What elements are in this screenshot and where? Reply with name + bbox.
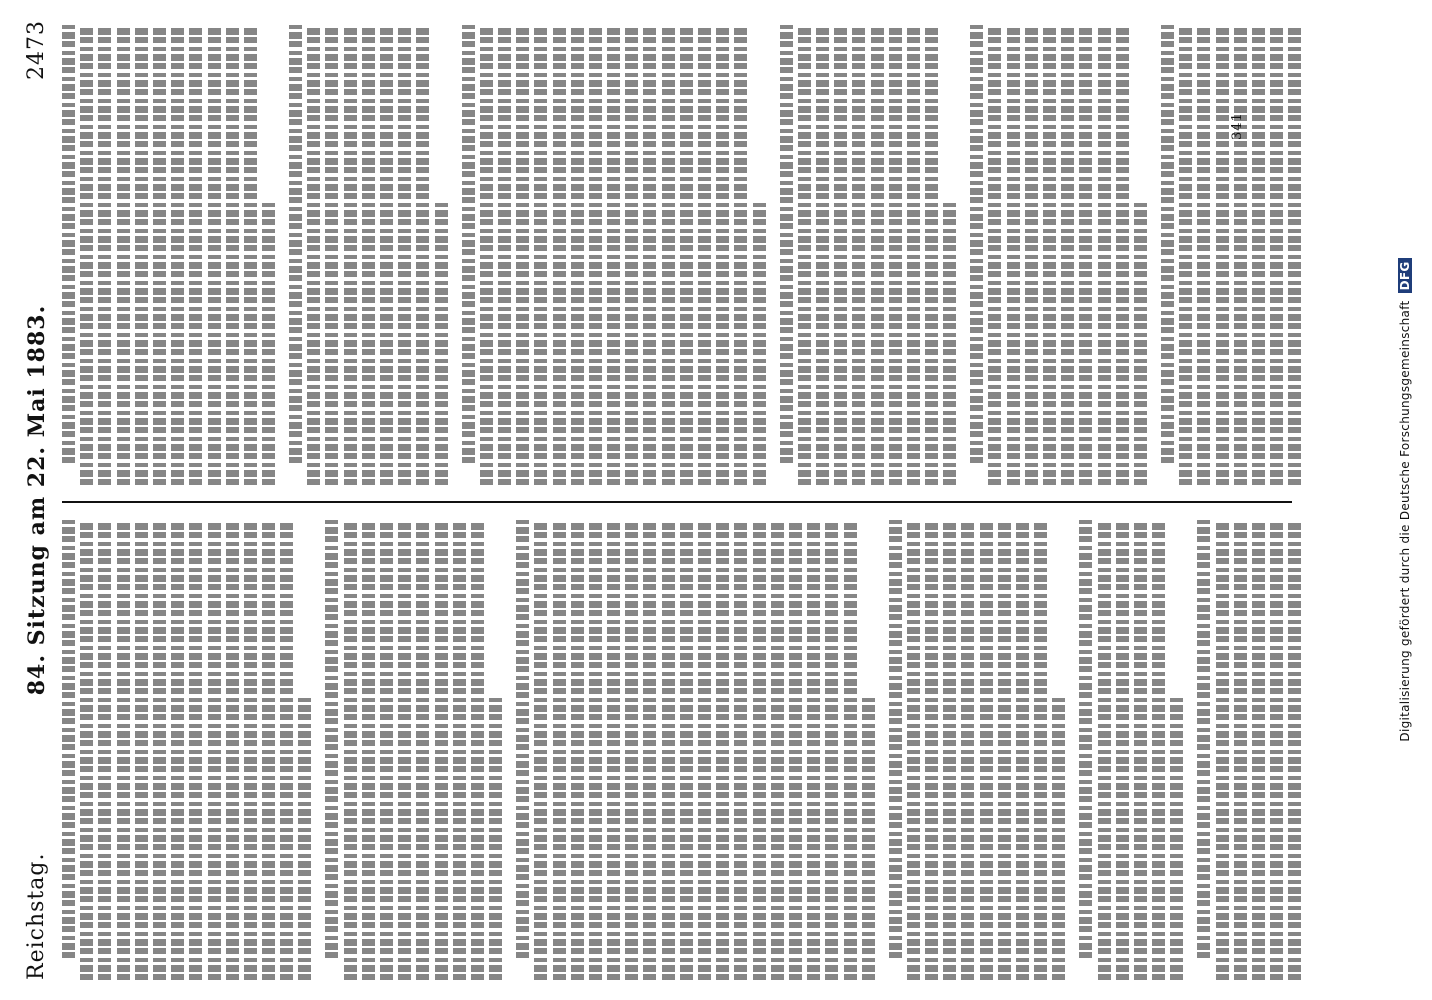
text-line: [1098, 520, 1111, 980]
text-line: [680, 520, 693, 980]
text-line: [117, 25, 130, 485]
text-line: [380, 520, 393, 980]
text-line: [1043, 25, 1056, 485]
text-line: [734, 25, 747, 485]
text-line: [780, 25, 793, 463]
text-line: [135, 520, 148, 980]
text-line: [907, 520, 920, 980]
text-line: [553, 25, 566, 485]
text-line: [534, 520, 547, 980]
text-line: [398, 520, 411, 980]
text-line: [416, 520, 429, 980]
text-line: [262, 520, 275, 980]
text-line: [1007, 25, 1020, 485]
text-line: [889, 25, 902, 485]
text-line: [453, 520, 466, 980]
text-line: [117, 520, 130, 980]
text-line: [344, 520, 357, 980]
text-line: [1016, 520, 1029, 980]
text-line: [862, 695, 875, 980]
text-line: [262, 200, 275, 485]
text-line: [1270, 520, 1283, 980]
text-line: [280, 520, 293, 980]
text-line: [226, 520, 239, 980]
running-head-left: Reichstag.: [24, 852, 49, 980]
text-line: [753, 200, 766, 485]
text-line: [1079, 520, 1092, 958]
text-line: [798, 25, 811, 485]
text-line: [1252, 520, 1265, 980]
running-head: [18, 20, 58, 980]
text-line: [416, 25, 429, 485]
text-line: [80, 520, 93, 980]
text-line: [625, 520, 638, 980]
text-line: [961, 520, 974, 980]
text-line: [1234, 25, 1247, 485]
text-line: [1179, 25, 1192, 485]
text-line: [1152, 520, 1165, 980]
text-line: [362, 520, 375, 980]
text-line: [516, 25, 529, 485]
text-line: [643, 25, 656, 485]
text-line: [825, 520, 838, 980]
text-line: [852, 25, 865, 485]
text-line: [344, 25, 357, 485]
text-line: [844, 520, 857, 980]
page-number: 2473: [24, 20, 49, 80]
text-line: [1161, 25, 1174, 463]
text-line: [189, 25, 202, 485]
text-line: [1134, 520, 1147, 980]
text-line: [208, 520, 221, 980]
text-line: [380, 25, 393, 485]
text-line: [807, 520, 820, 980]
text-line: [435, 200, 448, 485]
text-line: [1079, 25, 1092, 485]
text-line: [244, 520, 257, 980]
text-line: [208, 25, 221, 485]
text-line: [226, 25, 239, 485]
text-line: [1270, 25, 1283, 485]
text-line: [1197, 520, 1210, 958]
text-line: [98, 520, 111, 980]
text-line: [1197, 25, 1210, 485]
text-line: [716, 25, 729, 485]
text-line: [1034, 520, 1047, 980]
text-line: [80, 25, 93, 485]
text-line: [834, 25, 847, 485]
text-line: [1134, 200, 1147, 485]
text-column-left: [62, 520, 1302, 980]
text-line: [1098, 25, 1111, 485]
signature-mark: 341: [1230, 112, 1245, 140]
text-line: [607, 25, 620, 485]
column-divider: [62, 501, 1292, 503]
text-line: [435, 520, 448, 980]
text-line: [925, 25, 938, 485]
text-line: [462, 25, 475, 463]
text-line: [153, 25, 166, 485]
text-line: [62, 520, 75, 958]
text-line: [789, 520, 802, 980]
text-line: [662, 520, 675, 980]
text-line: [943, 520, 956, 980]
text-line: [1288, 25, 1301, 485]
text-line: [589, 520, 602, 980]
text-line: [398, 25, 411, 485]
text-line: [998, 520, 1011, 980]
text-line: [325, 25, 338, 485]
text-line: [1052, 695, 1065, 980]
text-line: [753, 520, 766, 980]
text-line: [471, 520, 484, 980]
text-line: [771, 520, 784, 980]
text-line: [534, 25, 547, 485]
text-line: [153, 520, 166, 980]
text-line: [607, 520, 620, 980]
text-line: [62, 25, 75, 463]
text-line: [307, 25, 320, 485]
text-line: [171, 25, 184, 485]
text-line: [925, 520, 938, 980]
text-line: [489, 695, 502, 980]
text-line: [1252, 25, 1265, 485]
text-line: [889, 520, 902, 958]
text-line: [816, 25, 829, 485]
text-line: [516, 520, 529, 958]
text-line: [571, 520, 584, 980]
text-line: [571, 25, 584, 485]
text-line: [680, 25, 693, 485]
text-line: [98, 25, 111, 485]
dfg-logo: DFG: [1398, 258, 1412, 293]
text-line: [970, 25, 983, 463]
text-line: [171, 520, 184, 980]
text-line: [480, 25, 493, 485]
text-line: [325, 520, 338, 958]
text-line: [1116, 520, 1129, 980]
text-line: [662, 25, 675, 485]
text-line: [1216, 520, 1229, 980]
text-line: [734, 520, 747, 980]
digitization-credit: [1398, 0, 1412, 1000]
text-line: [1116, 25, 1129, 485]
text-line: [589, 25, 602, 485]
text-line: [362, 25, 375, 485]
text-line: [643, 520, 656, 980]
text-line: [716, 520, 729, 980]
text-line: [298, 695, 311, 980]
text-line: [244, 25, 257, 485]
text-line: [698, 25, 711, 485]
text-line: [1288, 520, 1301, 980]
text-line: [1234, 520, 1247, 980]
text-line: [871, 25, 884, 485]
digitization-credit-text: Digitalisierung gefördert durch die Deutsche Forschungsgemeinschaft: [1398, 300, 1412, 742]
text-line: [943, 200, 956, 485]
text-column-right: [62, 25, 1302, 485]
text-line: [289, 25, 302, 463]
text-line: [1216, 25, 1229, 485]
running-head-title: 84. Sitzung am 22. Mai 1883.: [24, 304, 50, 696]
text-line: [1025, 25, 1038, 485]
text-line: [980, 520, 993, 980]
text-line: [553, 520, 566, 980]
text-line: [988, 25, 1001, 485]
text-line: [625, 25, 638, 485]
text-line: [698, 520, 711, 980]
text-line: [189, 520, 202, 980]
text-line: [498, 25, 511, 485]
text-line: [1061, 25, 1074, 485]
text-line: [135, 25, 148, 485]
text-line: [907, 25, 920, 485]
text-line: [1170, 695, 1183, 980]
